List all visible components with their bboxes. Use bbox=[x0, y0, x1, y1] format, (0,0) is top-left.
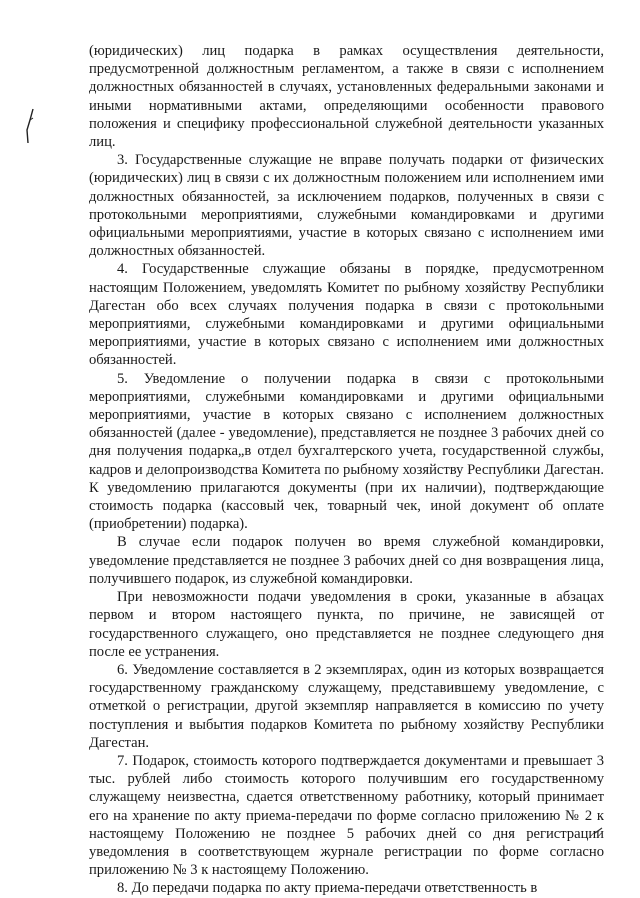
paragraph-item-5-impossibility: При невозможности подачи уведомления в сроки, указанные в абзацах первом и втором настоящего пункта, по причине, не зависящей от государственного служащего, оно представляется не позднее следующего дня после ее устранения. bbox=[89, 589, 604, 660]
paragraph-item-3: 3. Государственные служащие не вправе получать подарки от физических (юридических) лиц в связи с их должностным положением или исполнением ими должностных обязанностей, за исключением подарков, полученных в связи с протокольными мероприятиями, служебными командировками и другими официальными мероприятиями, участие в которых связано с исполнением ими должностных обязанностей. bbox=[89, 152, 604, 260]
paragraph-item-5-business-trip: В случае если подарок получен во время служебной командировки, уведомление представляется не позднее 3 рабочих дней со дня возвращения лица, получившего подарок, из служебной командировки. bbox=[89, 534, 604, 587]
paragraph-item-5: 5. Уведомление о получении подарка в связи с протокольными мероприятиями, служебными командировками и другими официальными мероприятиями, участие в которых связано с исполнением должностных обязанностей (далее - уведомление), представляется не позднее 3 рабочих дней со дня получения подарка„в отдел бухгалтерского учета, государственной службы, кадров и делопроизводства Комитета по рыбному хозяйству Республики Дагестан. К уведомлению прилагаются документы (при их наличии), подтверждающие стоимость подарка (кассовый чек, товарный чек, иной документ об оплате (приобретении) подарка). bbox=[89, 370, 604, 533]
paragraph-item-7: 7. Подарок, стоимость которого подтверждается документами и превышает 3 тыс. рублей либо стоимость которого получившим его государственному служащему неизвестна, сдается ответственному работнику, который принимает его на хранение по акту приема-передачи по форме согласно приложению № 2 к настоящему Положению не позднее 5 рабочих дней со дня регистрации уведомления в соответствующем журнале регистрации по форме согласно приложению № 3 к настоящему Положению. bbox=[89, 752, 604, 879]
paragraph-item-4: 4. Государственные служащие обязаны в порядке, предусмотренном настоящим Положением, уведомлять Комитет по рыбному хозяйству Республики Дагестан обо всех случаях получения подарка в связи с протокольными мероприятиями, служебными командировками и другими официальными мероприятиями, участие в которых связано с исполнением ими должностных обязанностей. bbox=[89, 261, 604, 369]
scan-margin-mark bbox=[24, 108, 36, 144]
document-body bbox=[89, 42, 604, 898]
paragraph-item-8: 8. До передачи подарка по акту приема-передачи ответственность в bbox=[117, 880, 538, 897]
scan-corner-mark bbox=[594, 826, 604, 834]
paragraph-item-6: 6. Уведомление составляется в 2 экземплярах, один из которых возвращается государственному гражданскому служащему, представившему уведомление, с отметкой о регистрации, другой экземпляр направляется в комиссию по учету поступления и выбытия подарков Комитета по рыбному хозяйству Республики Дагестан. bbox=[89, 661, 604, 751]
paragraph-continuation: (юридических) лиц подарка в рамках осуществления деятельности, предусмотренной должностным регламентом, а также в связи с исполнением должностных обязанностей в случаях, установленных федеральными законами и иными нормативными актами, определяющими особенности правового положения и специфику профессиональной служебной деятельности указанных лиц. bbox=[89, 43, 604, 151]
